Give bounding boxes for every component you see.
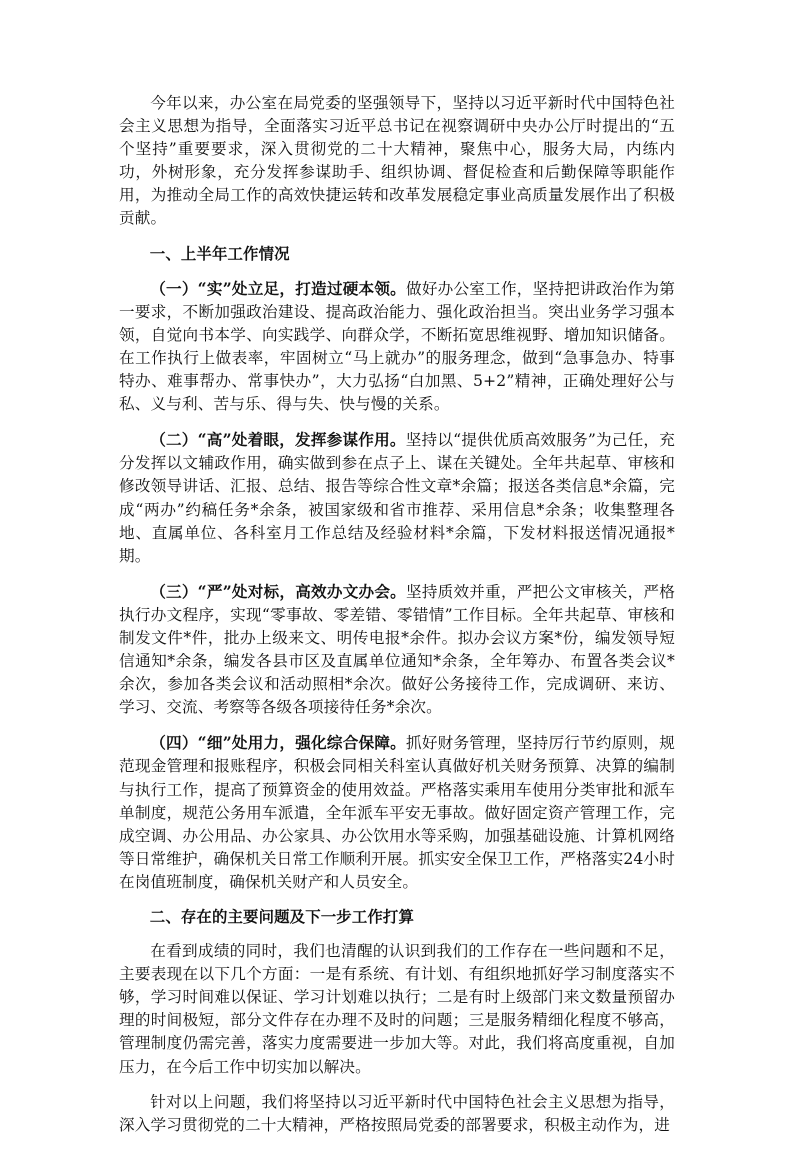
work-item-body: 抓好财务管理，坚持厉行节约原则，规范现金管理和报账程序，积极会同相关科室认真做好机关财务预算、决算的编制与执行工作，提高了预算资金的使用效益。严格落实乘用车使用分类审批和派车单制度，规范公务用车派遣，全年派车平安无事故。做好固定资产管理工作，完成空调、办公用品、办公家具、办公饮用水等采购，加强基础设施、计算机网络等日常维护，确保机关日常工作顺利开展。抓实安全保卫工作，严格落实24小时在岗值班制度，确保机关财产和人员安全。: [119, 734, 675, 891]
work-item-paragraph: [119, 277, 675, 417]
work-item-paragraph: [119, 580, 675, 720]
plans-paragraph: 针对以上问题，我们将坚持以习近平新时代中国特色社会主义思想为指导，深入学习贯彻党的二十大精神，严格按照局党委的部署要求，积极主动作为，进: [119, 1092, 675, 1134]
intro-paragraph: 今年以来，办公室在局党委的坚强领导下，坚持以习近平新时代中国特色社会主义思想为指导，全面落实习近平总书记在视察调研中央办公厅时提出的“五个坚持”重要要求，深入贯彻党的二十大精神，聚焦中心，服务大局，内练内功，外树形象，充分发挥参谋助手、组织协调、督促检查和后勤保障等职能作用，为推动全局工作的高效快捷运转和改革发展稳定事业高质量发展作出了积极贡献。: [119, 94, 675, 228]
work-item-title: （三）“严”处对标，高效办文办会。: [150, 581, 406, 601]
document-body: [119, 92, 675, 1149]
work-item-title: （四）“细”处用力，强化综合保障。: [150, 733, 406, 753]
section-heading-first-half: 一、上半年工作情况: [149, 244, 290, 263]
work-item-paragraph: [119, 428, 675, 568]
work-item-body: 坚持质效并重，严把公文审核关，严格执行办文程序，实现“零事故、零差错、零错情”工作目标。全年共起草、审核和制发文件*件，批办上级来文、明传电报*余件。拟办会议方案*份，编发领导短信通知*余条，编发各县市区及直属单位通知*余条，全年筹办、布置各类会议*余次，参加各类会议和活动照相*余次。做好公务接待工作，完成调研、来访、学习、交流、考察等各级各项接待任务*余次。: [119, 582, 675, 717]
section-heading-problems: 二、存在的主要问题及下一步工作打算: [149, 908, 414, 926]
problems-paragraph: 在看到成绩的同时，我们也清醒的认识到我们的工作存在一些问题和不足，主要表现在以下几个方面：一是有系统、有计划、有组织地抓好学习制度落实不够，学习时间难以保证、学习计划难以执行；二是有时上级部门来文数量预留办理的时间极短，部分文件存在办理不及时的问题；三是服务精细化程度不够高，管理制度仍需完善，落实力度需要进一步加大等。对此，我们将高度重视，自加压力，在今后工作中切实加以解决。: [119, 942, 675, 1076]
work-item-title: （二）“高”处着眼，发挥参谋作用。: [150, 430, 406, 450]
work-item-body: 坚持以“提供优质高效服务”为己任，充分发挥以文辅政作用，确实做到参在点子上、谋在关键处。全年共起草、审核和修改领导讲话、汇报、总结、报告等综合性文章*余篇；报送各类信息*余篇，完成“两办”约稿任务*余条，被国家级和省市推荐、采用信息*余条；收集整理各地、直属单位、各科室月工作总结及经验材料*余篇，下发材料报送情况通报*期。: [119, 431, 675, 565]
work-item-body: 做好办公室工作，坚持把讲政治作为第一要求，不断加强政治建设、提高政治能力、强化政治担当。突出业务学习强本领，自觉向书本学、向实践学、向群众学，不断拓宽思维视野、增加知识储备。在工作执行上做表率，牢固树立“马上就办”的服务理念，做到“急事急办、特事特办、难事帮办、常事快办”，大力弘扬“白加黑、5+2”精神，正确处理好公与私、义与利、苦与乐、得与失、快与慢的关系。: [119, 279, 675, 414]
work-item-paragraph: [119, 731, 675, 894]
work-item-title: （一）“实”处立足，打造过硬本领。: [150, 278, 406, 298]
